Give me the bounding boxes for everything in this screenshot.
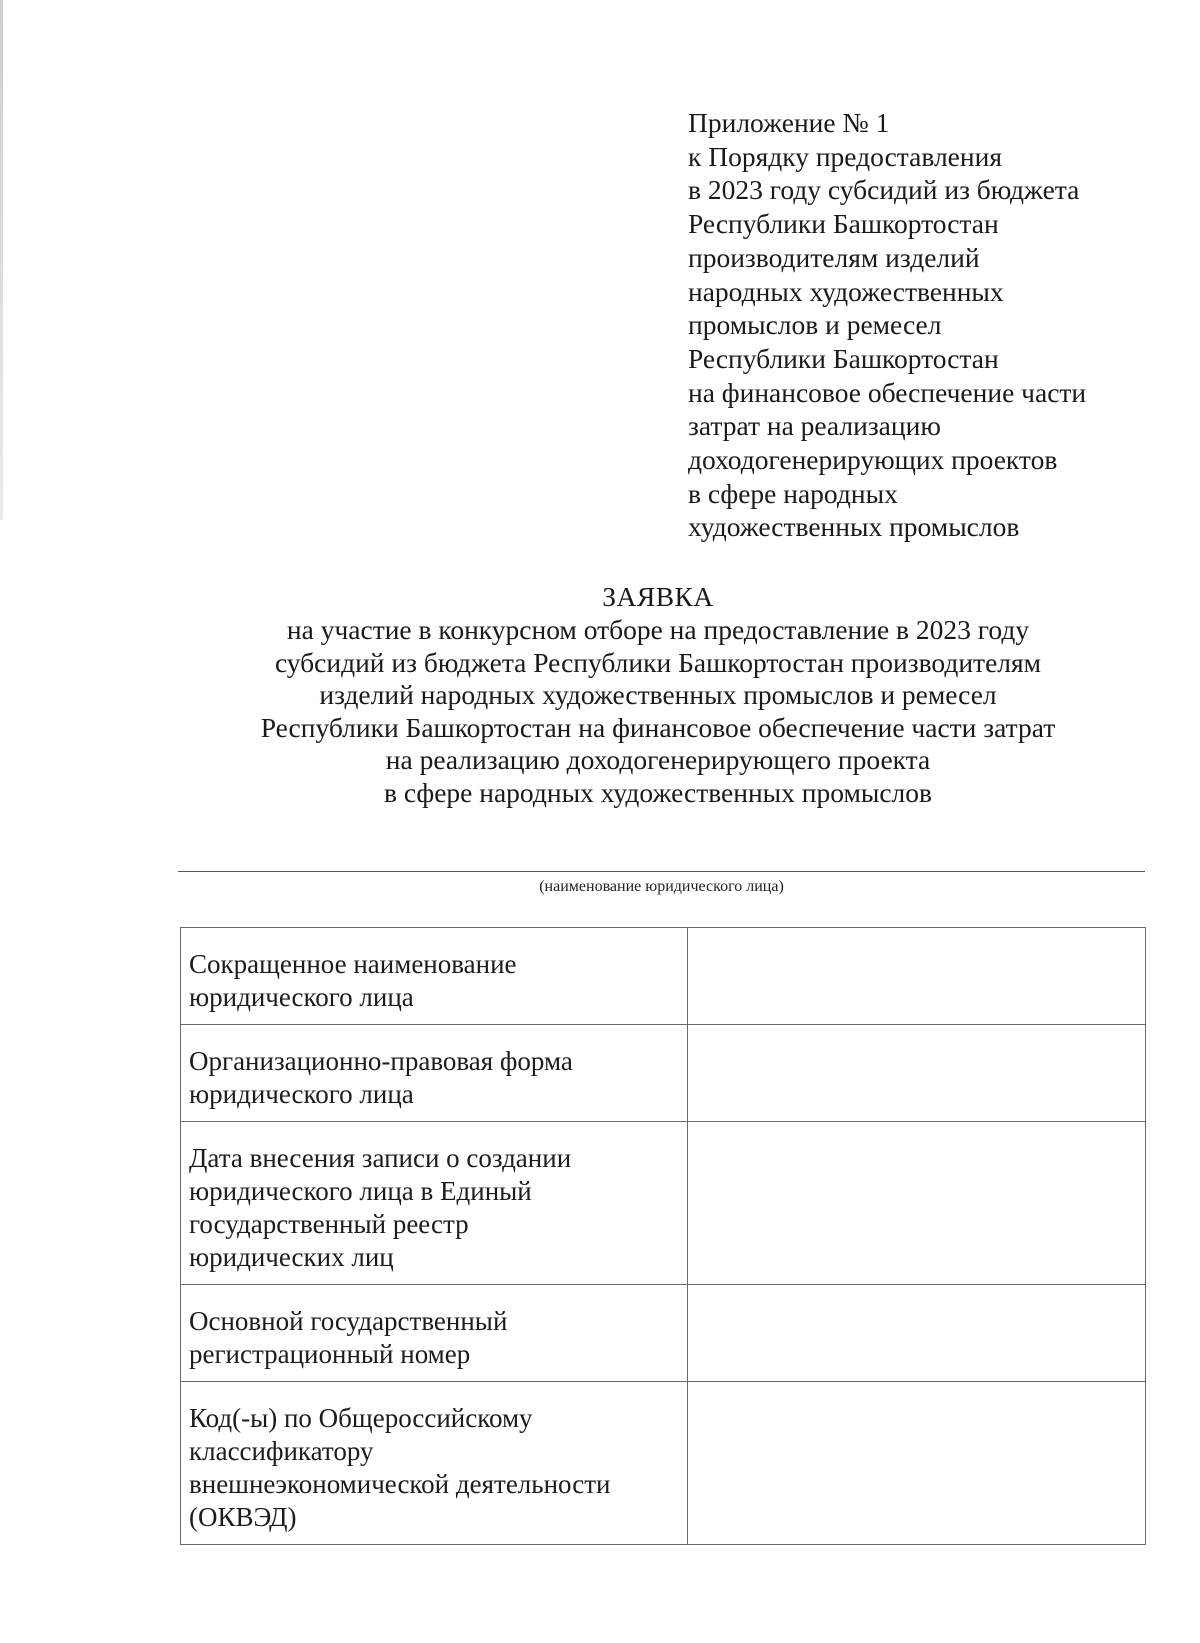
label-line: Основной государственный xyxy=(189,1306,508,1336)
label-line: (ОКВЭД) xyxy=(189,1502,297,1532)
label-line: классификатору xyxy=(189,1436,374,1466)
label-line: Код(-ы) по Общероссийскому xyxy=(189,1403,533,1433)
appendix-header xyxy=(688,106,1168,544)
document-title: ЗАЯВКА xyxy=(602,581,714,612)
entity-name-caption: (наименование юридического лица) xyxy=(539,878,784,895)
row-label-short-name xyxy=(181,928,688,1025)
label-line: Дата внесения записи о создании xyxy=(189,1143,572,1173)
label-line: юридических лиц xyxy=(189,1242,394,1272)
entity-info-table xyxy=(180,927,1146,1545)
value-cell-legal-form[interactable] xyxy=(688,1025,1146,1122)
label-line: регистрационный номер xyxy=(189,1339,471,1369)
appendix-line: к Порядку предоставления xyxy=(688,140,1002,172)
appendix-line: народных художественных xyxy=(688,275,1004,307)
appendix-line: в сфере народных xyxy=(688,477,898,509)
subtitle-line: на реализацию доходогенерирующего проекта xyxy=(385,744,931,775)
label-line: внешнеэкономической деятельности xyxy=(189,1469,611,1499)
subtitle-line: субсидий из бюджета Республики Башкортостан производителям xyxy=(274,646,1042,678)
appendix-line: затрат на реализацию xyxy=(688,410,941,442)
appendix-line: Республики Башкортостан xyxy=(688,208,999,240)
row-label-legal-form xyxy=(181,1025,688,1122)
value-cell-short-name[interactable] xyxy=(688,928,1146,1025)
label-line: юридического лица xyxy=(189,1079,414,1109)
appendix-line: Приложение № 1 xyxy=(688,107,890,138)
table-row xyxy=(181,1285,1146,1382)
table-row xyxy=(181,1025,1146,1122)
table-row xyxy=(181,1382,1146,1545)
label-line: Организационно-правовая форма xyxy=(189,1046,573,1076)
label-line: Сокращенное наименование xyxy=(189,949,517,979)
appendix-line: доходогенерирующих проектов xyxy=(688,444,1058,476)
application-heading xyxy=(150,580,1166,809)
subtitle-line: изделий народных художественных промыслов и ремесел xyxy=(319,679,997,710)
table-row xyxy=(181,1122,1146,1285)
appendix-line: промыслов и ремесел xyxy=(688,309,942,341)
appendix-line: в 2023 году субсидий из бюджета xyxy=(688,174,1080,206)
row-label-ogrn xyxy=(181,1285,688,1382)
appendix-line: на финансовое обеспечение части xyxy=(688,376,1087,408)
value-cell-okved[interactable] xyxy=(688,1382,1146,1545)
row-label-okved xyxy=(181,1382,688,1545)
subtitle-line: Республики Башкортостан на финансовое обеспечение части затрат xyxy=(260,711,1056,743)
subtitle-line: на участие в конкурсном отборе на предоставление в 2023 году xyxy=(286,614,1030,645)
appendix-line: производителям изделий xyxy=(688,241,980,273)
row-label-registration-date xyxy=(181,1122,688,1285)
appendix-line: художественных промыслов xyxy=(688,511,1020,543)
entity-name-field[interactable] xyxy=(178,871,1145,872)
value-cell-ogrn[interactable] xyxy=(688,1285,1146,1382)
subtitle-line: в сфере народных художественных промыслов xyxy=(383,776,933,808)
scan-edge-shadow xyxy=(0,0,3,520)
label-line: юридического лица xyxy=(189,982,414,1012)
value-cell-registration-date[interactable] xyxy=(688,1122,1146,1285)
label-line: государственный реестр xyxy=(189,1209,469,1239)
table-row xyxy=(181,928,1146,1025)
appendix-line: Республики Башкортостан xyxy=(688,342,999,374)
label-line: юридического лица в Единый xyxy=(189,1176,532,1206)
